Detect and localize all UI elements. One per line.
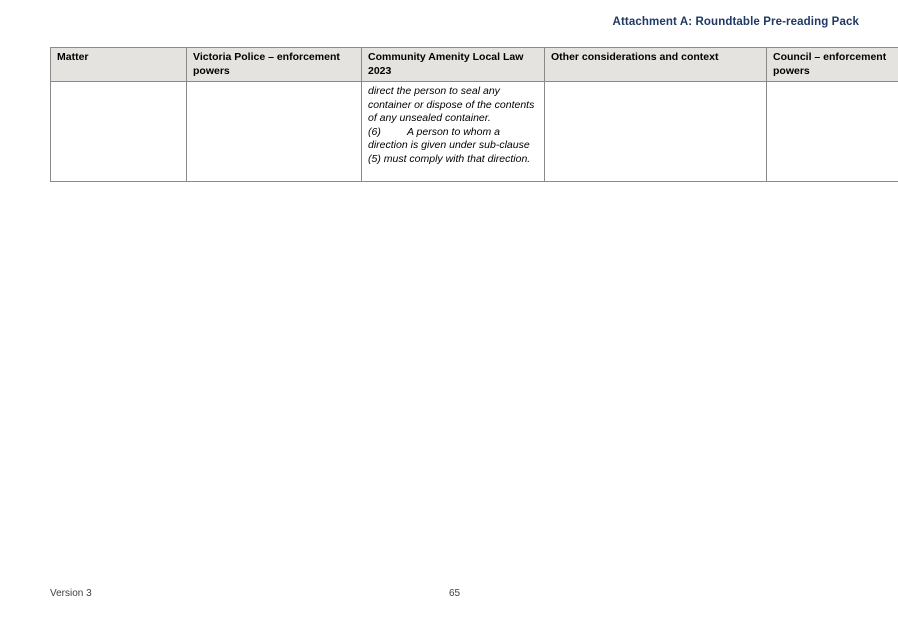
clause-number: (6): [368, 125, 381, 138]
column-header-matter: Matter: [51, 48, 187, 82]
footer-page-number: 65: [448, 588, 461, 599]
cell-council: [767, 82, 898, 182]
column-header-council: Council – enforcement powers: [767, 48, 898, 82]
clause-text: A person to whom a direction is given under sub-clause (5) must comply with that direction.: [368, 125, 531, 165]
document-footer: [50, 588, 859, 604]
column-header-community-amenity-local-law: Community Amenity Local Law 2023: [362, 48, 545, 82]
document-running-header: Attachment A: Roundtable Pre-reading Pack: [612, 16, 859, 28]
local-law-clause-6: [368, 126, 539, 167]
cell-matter: [51, 82, 187, 182]
table-header-row: [51, 48, 898, 82]
column-header-victoria-police: Victoria Police – enforcement powers: [187, 48, 362, 82]
table-row: [51, 82, 898, 182]
local-law-paragraph-continuation: direct the person to seal any container or dispose of the contents of any unsealed container.: [368, 85, 535, 124]
cell-other-considerations: [545, 82, 767, 182]
footer-version-label: Version 3: [50, 588, 92, 599]
column-header-other-considerations: Other considerations and context: [545, 48, 767, 82]
matter-comparison-table: [50, 47, 898, 182]
cell-community-amenity-local-law: [362, 82, 545, 182]
cell-victoria-police: [187, 82, 362, 182]
